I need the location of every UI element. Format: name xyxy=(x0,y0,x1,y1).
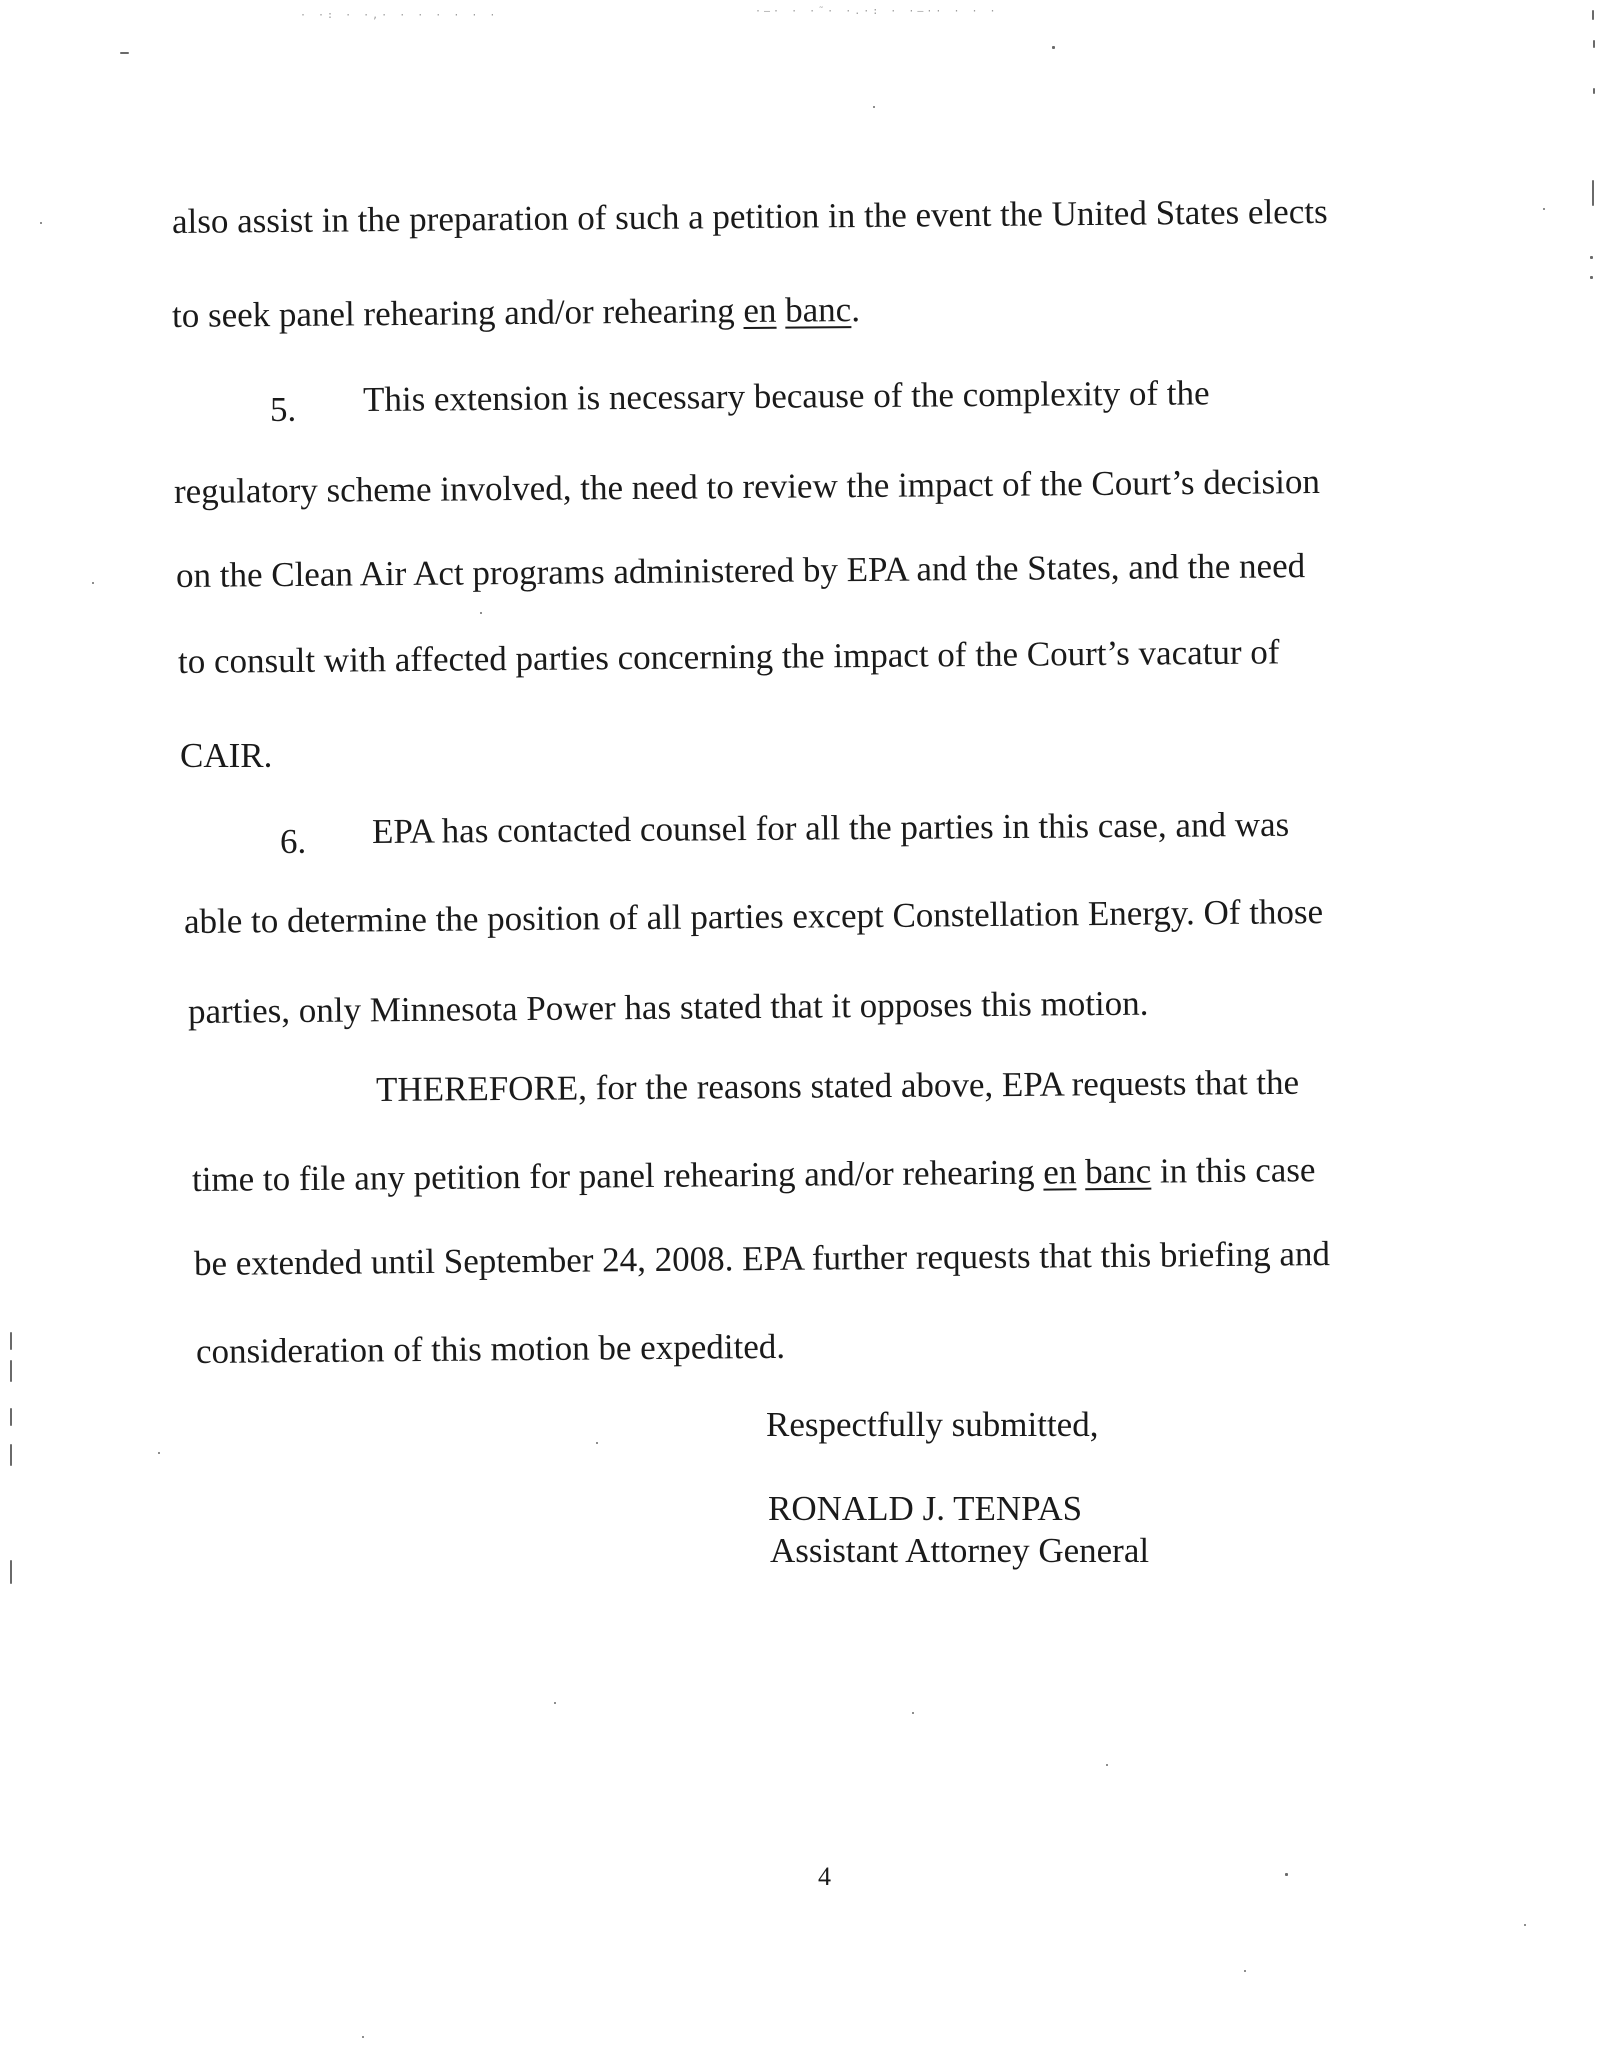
page-number: 4 xyxy=(818,1862,831,1891)
scan-speck xyxy=(1593,40,1595,48)
scan-speck xyxy=(1244,1970,1246,1972)
paragraph-line: regulatory scheme involved, the need to review the impact of the Court’s decision xyxy=(173,462,1321,511)
scan-noise-top-right: ·–· · ·˜· ·.·: · ·–·· · · · xyxy=(755,6,999,17)
scan-speck xyxy=(92,582,94,584)
underlined-term-banc: banc xyxy=(1084,1151,1152,1192)
scan-speck xyxy=(362,2036,364,2038)
signatory-name: RONALD J. TENPAS xyxy=(768,1489,1083,1528)
paragraph-line: to consult with affected parties concerning the impact of the Court’s vacatur of xyxy=(177,632,1280,681)
underlined-term-en: en xyxy=(743,290,777,331)
paragraph-line: parties, only Minnesota Power has stated that it opposes this motion. xyxy=(187,983,1149,1031)
scan-speck xyxy=(10,1360,12,1382)
scan-speck xyxy=(40,222,42,224)
paragraph-line: able to determine the position of all parties except Constellation Energy. Of those xyxy=(183,892,1324,941)
signatory-title: Assistant Attorney General xyxy=(770,1531,1150,1570)
scan-speck xyxy=(1590,276,1593,279)
scan-speck xyxy=(10,1444,12,1466)
paragraph-line xyxy=(172,290,860,336)
scan-speck xyxy=(1524,1924,1526,1926)
scan-speck xyxy=(10,1332,12,1350)
scan-speck xyxy=(873,106,875,108)
underlined-term-banc: banc xyxy=(785,290,852,330)
paragraph-line: EPA has contacted counsel for all the parties in this case, and was xyxy=(371,804,1290,851)
scan-speck xyxy=(1592,180,1594,206)
closing-line: Respectfully submitted, xyxy=(766,1405,1099,1444)
paragraph-line: on the Clean Air Act programs administered by EPA and the States, and the need xyxy=(175,546,1306,595)
text-run: . xyxy=(851,289,861,330)
scan-speck xyxy=(1590,256,1593,259)
paragraph-line: CAIR. xyxy=(180,736,273,775)
scan-speck xyxy=(1543,208,1545,210)
scan-speck xyxy=(10,1560,12,1584)
paragraph-line: consideration of this motion be expedited. xyxy=(195,1326,786,1371)
text-run: time to file any petition for panel rehearing and/or rehearing xyxy=(191,1152,1044,1199)
paragraph-number: 6. xyxy=(280,822,307,861)
scan-speck xyxy=(1106,1764,1108,1766)
paragraph-line xyxy=(192,1150,1316,1200)
scan-speck xyxy=(1285,1873,1288,1876)
paragraph-number: 5. xyxy=(270,390,297,429)
paragraph-line: be extended until September 24, 2008. EPA further requests that this briefing and xyxy=(193,1234,1331,1283)
text-run: to seek panel rehearing and/or rehearing xyxy=(171,291,744,335)
scan-speck xyxy=(1592,10,1594,20)
scan-speck xyxy=(1593,88,1595,94)
text-run: in this case xyxy=(1151,1150,1316,1191)
paragraph-line: THEREFORE, for the reasons stated above, EPA requests that the xyxy=(375,1062,1300,1109)
underlined-term-en: en xyxy=(1043,1152,1077,1192)
paragraph-line: This extension is necessary because of the complexity of the xyxy=(362,373,1210,419)
paragraph-line: also assist in the preparation of such a petition in the event the United States elects xyxy=(171,191,1328,241)
scan-speck xyxy=(1052,46,1055,49)
scan-speck xyxy=(912,1712,914,1714)
scan-speck xyxy=(480,612,482,614)
scan-speck xyxy=(596,1442,598,1444)
scan-speck xyxy=(120,52,129,54)
scan-noise-top: · ·: · ·,· · · · · · · xyxy=(300,10,499,21)
scan-speck xyxy=(10,1408,12,1426)
scan-speck xyxy=(554,1702,556,1704)
scan-speck xyxy=(158,1452,160,1454)
